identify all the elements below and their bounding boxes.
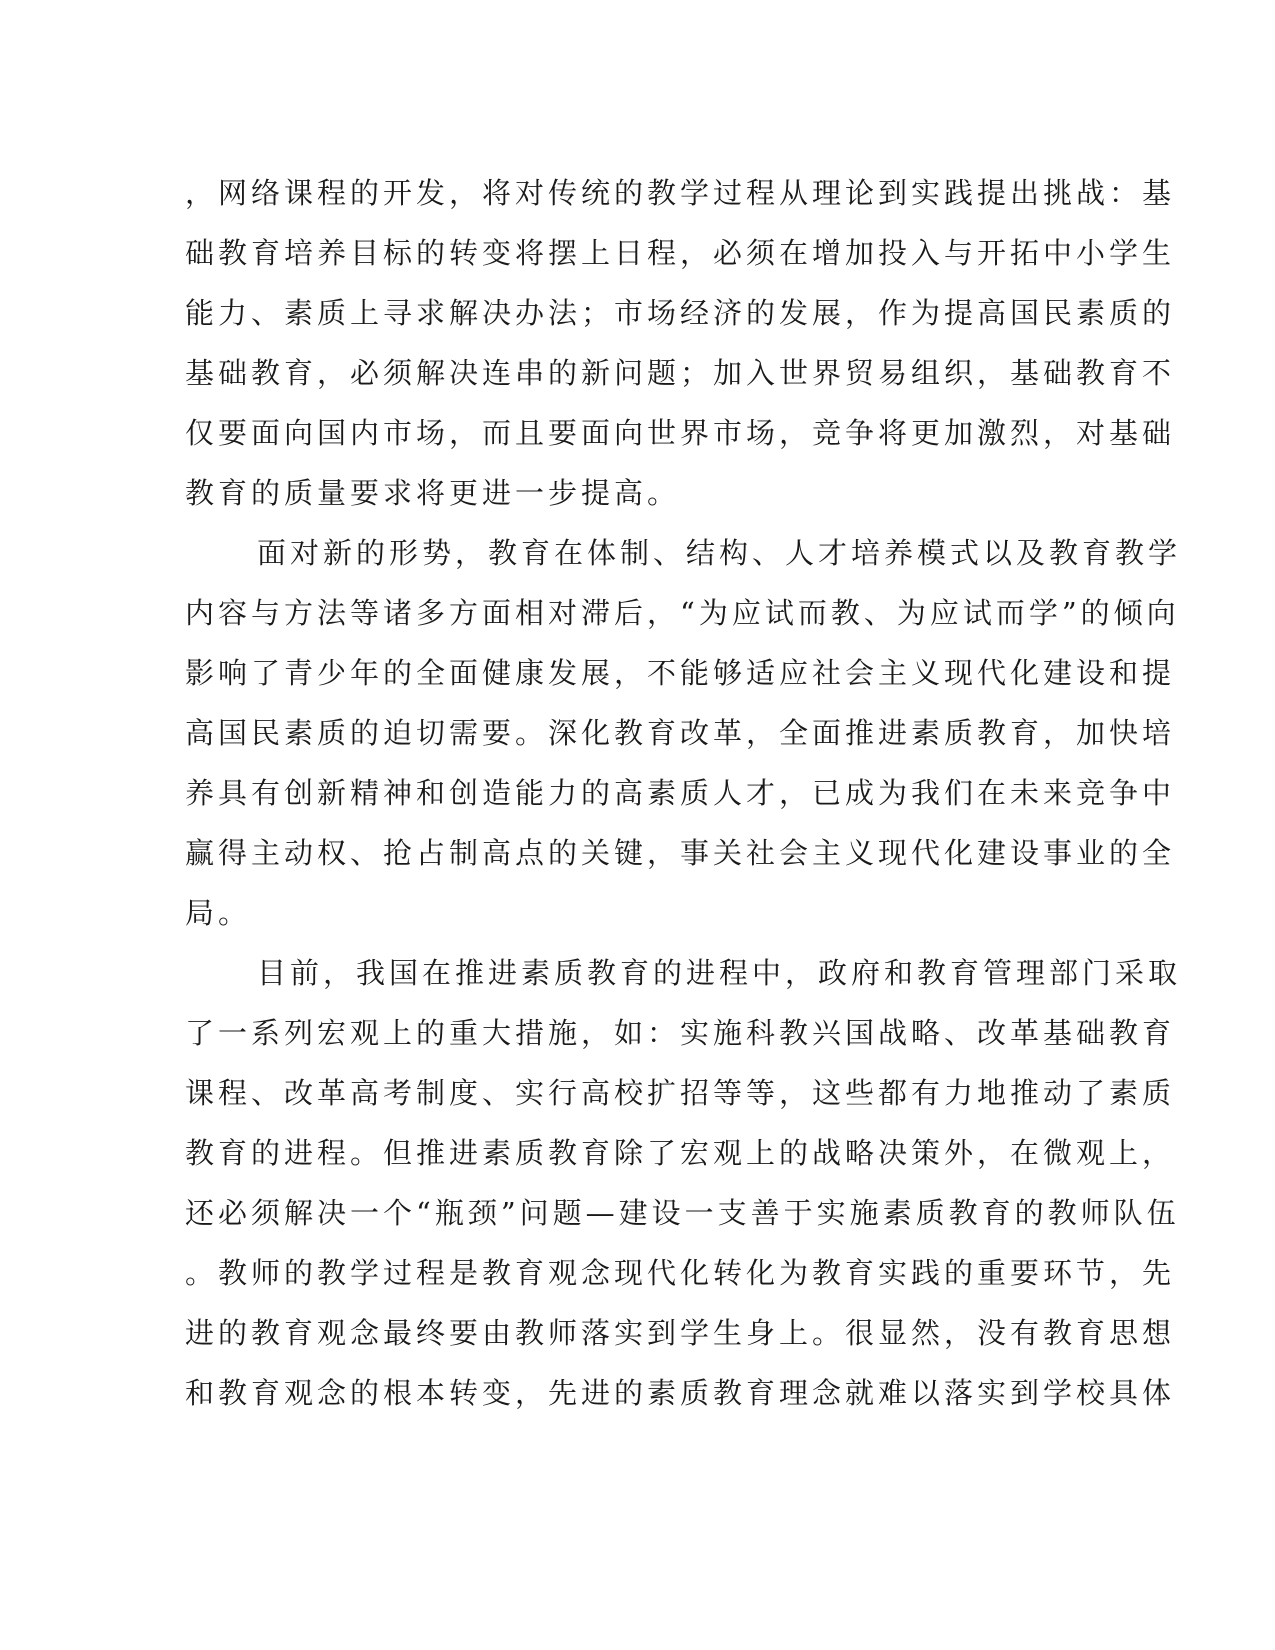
text-line: 养具有创新精神和创造能力的高素质人才，已成为我们在未来竞争中 bbox=[185, 776, 1176, 810]
paragraph-2 bbox=[185, 523, 1182, 943]
text-line: 进的教育观念最终要由教师落实到学生身上。很显然，没有教育思想 bbox=[185, 1316, 1176, 1350]
text-line: 教育的质量要求将更进一步提高。 bbox=[185, 476, 681, 510]
text-line: 影响了青少年的全面健康发展，不能够适应社会主义现代化建设和提 bbox=[185, 656, 1176, 690]
text-line: 赢得主动权、抢占制高点的关键，事关社会主义现代化建设事业的全 bbox=[185, 836, 1176, 870]
text-line: 能力、素质上寻求解决办法；市场经济的发展，作为提高国民素质的 bbox=[185, 296, 1176, 330]
text-line: 高国民素质的迫切需要。深化教育改革，全面推进素质教育，加快培 bbox=[185, 716, 1176, 750]
text-line: 课程、改革高考制度、实行高校扩招等等，这些都有力地推动了素质 bbox=[185, 1076, 1176, 1110]
text-line: 局。 bbox=[185, 896, 252, 930]
paragraph-3 bbox=[185, 943, 1182, 1423]
text-line: ，网络课程的开发，将对传统的教学过程从理论到实践提出挑战：基 bbox=[185, 176, 1176, 210]
text-line: 仅要面向国内市场，而且要面向世界市场，竞争将更加激烈，对基础 bbox=[185, 416, 1176, 450]
text-line: 目前，我国在推进素质教育的进程中，政府和教育管理部门采取 bbox=[257, 956, 1182, 990]
text-line: 内容与方法等诸多方面相对滞后，“为应试而教、为应试而学”的倾向 bbox=[185, 596, 1180, 630]
text-line: 面对新的形势，教育在体制、结构、人才培养模式以及教育教学 bbox=[257, 536, 1182, 570]
text-line: 基础教育，必须解决连串的新问题；加入世界贸易组织，基础教育不 bbox=[185, 356, 1176, 390]
text-line: 础教育培养目标的转变将摆上日程，必须在增加投入与开拓中小学生 bbox=[185, 236, 1176, 270]
text-line: 了一系列宏观上的重大措施，如：实施科教兴国战略、改革基础教育 bbox=[185, 1016, 1176, 1050]
text-line: 和教育观念的根本转变，先进的素质教育理念就难以落实到学校具体 bbox=[185, 1376, 1176, 1410]
paragraph-1 bbox=[185, 163, 1176, 523]
text-line: 教育的进程。但推进素质教育除了宏观上的战略决策外，在微观上， bbox=[185, 1136, 1176, 1170]
text-line: 还必须解决一个“瓶颈”问题—建设一支善于实施素质教育的教师队伍 bbox=[185, 1196, 1180, 1230]
text-line: 。教师的教学过程是教育观念现代化转化为教育实践的重要环节，先 bbox=[185, 1256, 1176, 1290]
body-text bbox=[185, 163, 1182, 1423]
